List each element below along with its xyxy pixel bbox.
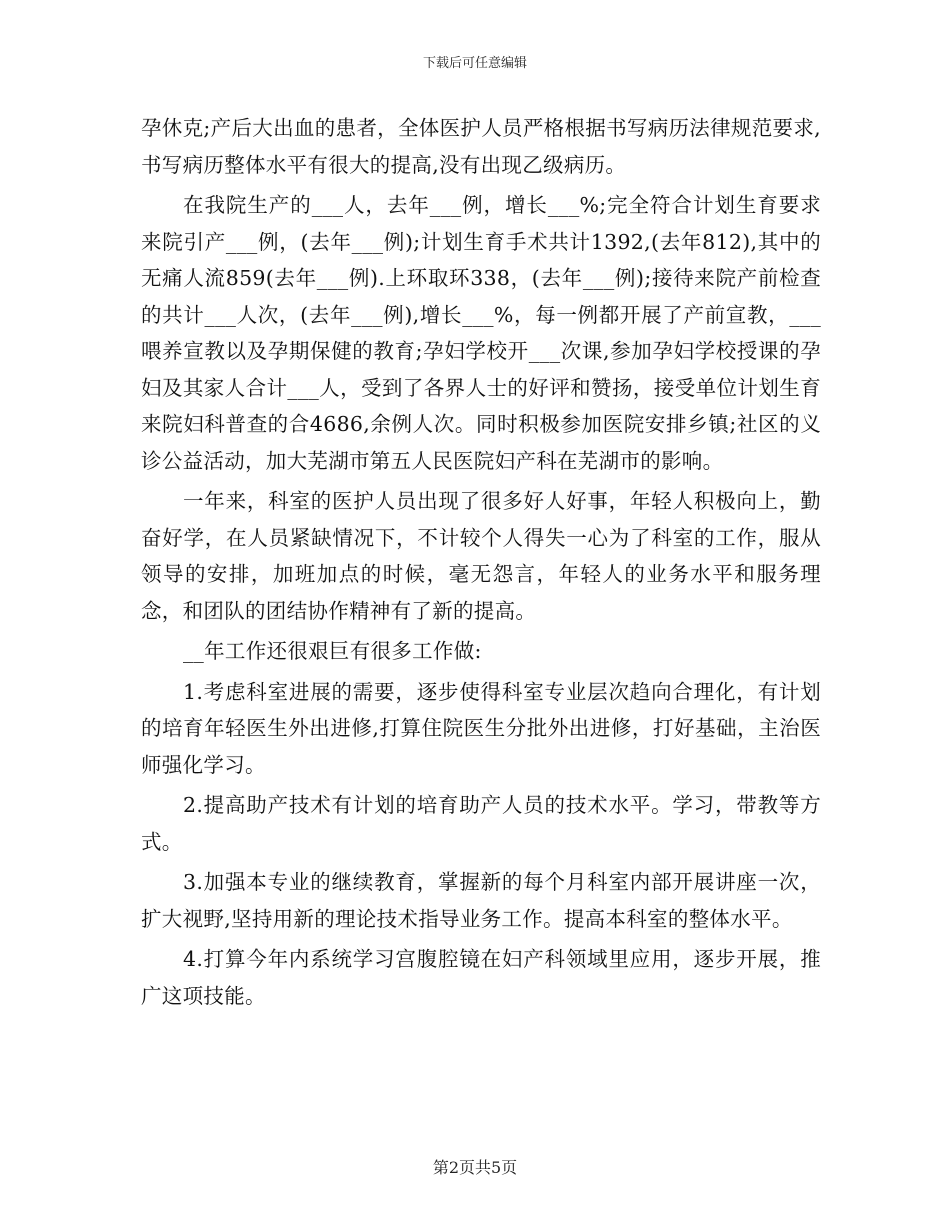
document-body — [141, 110, 821, 1014]
list-item-4: 4.打算今年内系统学习宫腹腔镜在妇产科领域里应用，逐步开展，推广这项技能。 — [141, 947, 821, 1008]
page-header: 下载后可任意编辑 — [422, 56, 527, 71]
paragraph-3: 一年来，科室的医护人员出现了很多好人好事，年轻人积极向上，勤奋好学，在人员紧缺情况下，不计较个人得失一心为了科室的工作，服从领导的安排，加班加点的时候，毫无怨言，年轻人的业务水平和服务理念，和团队的团结协作精神有了新的提高。 — [141, 489, 821, 623]
list-item-3: 3.加强本专业的继续教育，掌握新的每个月科室内部开展讲座一次，扩大视野,坚持用新的理论技术指导业务工作。提高本科室的整体水平。 — [141, 870, 821, 931]
paragraph-1: 孕休克;产后大出血的患者，全体医护人员严格根据书写病历法律规范要求,书写病历整体水平有很大的提高,没有出现乙级病历。 — [141, 116, 821, 177]
list-item-1: 1.考虑科室进展的需要，逐步使得科室专业层次趋向合理化，有计划的培育年轻医生外出进修,打算住院医生分批外出进修，打好基础，主治医师强化学习。 — [141, 679, 821, 777]
paragraph-4: __年工作还很艰巨有很多工作做: — [183, 639, 482, 663]
page-number: 第2页共5页 — [432, 1158, 518, 1177]
paragraph-2: 在我院生产的___人，去年___例，增长___%;完全符合计划生育要求来院引产___例，(去年___例);计划生育手术共计1392,(去年812),其中的无痛人流859(去年___例).上环取环338，(去年___例);接待来院产前检查的共计___人次，(去年___例),增长___%，每一例都开展了产前宣教，___喂养宣教以及孕期保健的教育;孕妇学校开___次课,参加孕妇学校授课的孕妇及其家人合计___人，受到了各界人士的好评和赞扬，接受单位计划生育来院妇科普查的合4686,余例人次。同时积极参加医院安排乡镇;社区的义诊公益活动，加大芜湖市第五人民医院妇产科在芜湖市的影响。 — [141, 193, 821, 473]
list-item-2: 2.提高助产技术有计划的培育助产人员的技术水平。学习，带教等方式。 — [141, 793, 821, 854]
